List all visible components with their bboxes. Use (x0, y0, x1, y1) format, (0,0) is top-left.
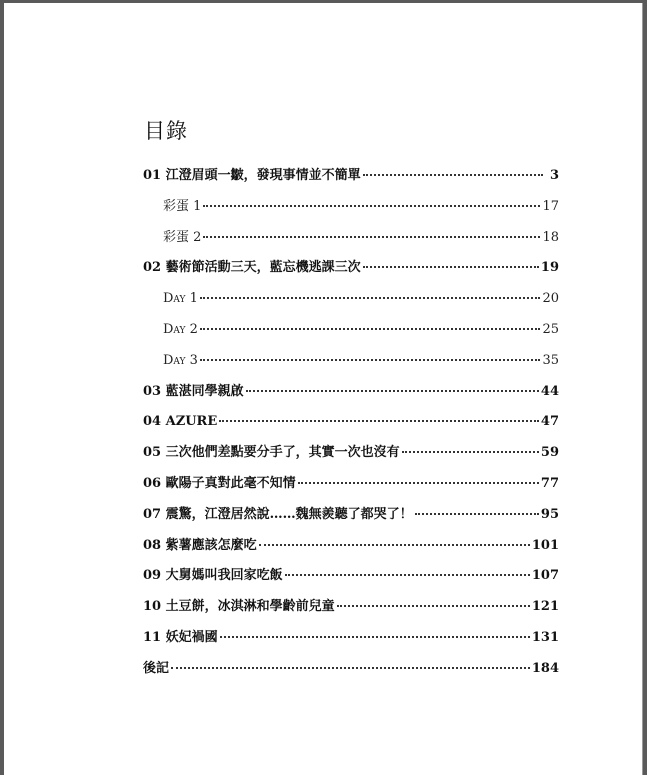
dot-leader (415, 513, 539, 515)
dot-leader (200, 359, 541, 361)
toc-entry-label: 10 土豆餅，冰淇淋和學齡前兒童 (143, 599, 335, 615)
toc-entry[interactable] (143, 531, 559, 562)
dot-leader (363, 266, 539, 268)
toc-subentry[interactable] (143, 192, 559, 223)
toc-page-number: 131 (531, 629, 559, 645)
toc-title: 目錄 (144, 119, 188, 143)
toc-entry[interactable] (143, 469, 559, 500)
dot-leader (219, 420, 539, 422)
toc-subentry[interactable] (143, 284, 559, 315)
toc-page-number: 101 (531, 537, 559, 553)
dot-leader (298, 482, 539, 484)
toc-subentry[interactable] (143, 223, 559, 254)
dot-leader (171, 667, 530, 669)
toc-page-number: 17 (542, 198, 559, 214)
toc-entry[interactable] (143, 438, 559, 469)
toc-page-number: 35 (542, 352, 559, 368)
toc-entry[interactable] (143, 561, 559, 592)
dot-leader (203, 236, 540, 238)
toc-page-number: 59 (540, 445, 559, 461)
toc-page-number: 95 (540, 506, 559, 522)
dot-leader (220, 636, 530, 638)
toc-page-number: 107 (531, 568, 559, 584)
toc-entry-label: 彩蛋 2 (163, 229, 202, 245)
toc-subentry[interactable] (143, 346, 559, 377)
toc-entry[interactable] (143, 623, 559, 654)
toc-entry-label: 06 歐陽子真對此毫不知情 (143, 475, 296, 491)
toc-list (143, 161, 559, 685)
toc-entry-label: Day 3 (163, 352, 198, 368)
toc-entry[interactable] (143, 377, 559, 408)
toc-entry-label: 後記 (143, 660, 170, 676)
document-page (4, 3, 643, 775)
dot-leader (285, 574, 530, 576)
toc-page-number: 184 (531, 660, 559, 676)
dot-leader (337, 605, 530, 607)
toc-entry-label: 09 大舅媽叫我回家吃飯 (143, 568, 283, 584)
toc-page-number: 18 (542, 229, 559, 245)
toc-page-number: 20 (542, 291, 559, 307)
dot-leader (200, 297, 541, 299)
toc-entry[interactable] (143, 654, 559, 685)
toc-subentry[interactable] (143, 315, 559, 346)
toc-page-number: 121 (531, 599, 559, 615)
toc-entry-label: Day 2 (163, 321, 198, 337)
dot-leader (402, 451, 539, 453)
dot-leader (363, 174, 543, 176)
toc-entry[interactable] (143, 592, 559, 623)
toc-entry-label: 08 紫薯應該怎麼吃 (143, 537, 257, 553)
toc-page-number: 44 (540, 383, 559, 399)
toc-entry[interactable] (143, 500, 559, 531)
dot-leader (246, 390, 539, 392)
toc-page-number: 25 (542, 321, 559, 337)
toc-page-number: 77 (540, 475, 559, 491)
toc-entry-label: 03 藍湛同學親啟 (143, 383, 244, 399)
toc-page-number: 47 (540, 414, 559, 430)
toc-entry-label: 07 震驚，江澄居然說……魏無羨聽了都哭了！ (143, 506, 413, 522)
toc-page-number: 19 (540, 260, 559, 276)
toc-entry-label: 04 AZURE (143, 414, 218, 430)
toc-entry[interactable] (143, 253, 559, 284)
toc-entry-label: 彩蛋 1 (163, 198, 202, 214)
dot-leader (259, 544, 530, 546)
toc-entry-label: 01 江澄眉頭一皺，發現事情並不簡單 (143, 168, 361, 183)
toc-entry-label: 11 妖妃禍國 (143, 629, 218, 645)
toc-page-number: 3 (549, 168, 559, 183)
toc-entry[interactable] (143, 407, 559, 438)
dot-leader (203, 205, 540, 207)
toc-entry-label: 05 三次他們差點要分手了，其實一次也沒有 (143, 445, 400, 461)
dot-leader (200, 328, 541, 330)
toc-entry-label: 02 藝術節活動三天，藍忘機逃課三次 (143, 260, 361, 276)
toc-entry[interactable] (143, 161, 559, 192)
toc-entry-label: Day 1 (163, 291, 198, 307)
